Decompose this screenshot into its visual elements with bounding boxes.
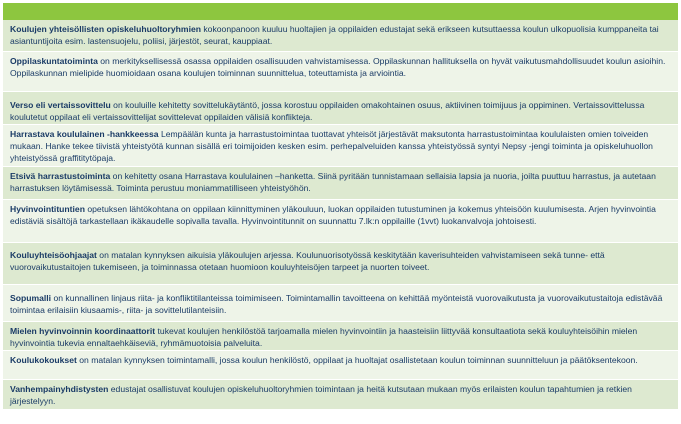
row-text: kokoonpanoon kuuluu huoltajien ja oppilaiden edustajat sekä erikseen kutsuttaessa koulun ulkopuolisia kumppaneita tai asiantuntijoita esim. lastensuojelu, poliisi, järjestöt, seurat, kauppiaat.	[10, 24, 659, 46]
row-term: Kouluyhteisöohjaajat	[10, 250, 97, 260]
table-row	[3, 52, 678, 92]
row-term: Verso eli vertaissovittelu	[10, 100, 111, 110]
row-text: edustajat osallistuvat koulujen opiskeluhuoltoryhmien toimintaan ja heitä kutsutaan mukaan myös erilaisten koulun tapahtumien ja retkien järjestelyyn.	[10, 384, 632, 406]
table-row	[3, 20, 678, 52]
row-text: tukevat koulujen henkilöstöä tarjoamalla mielen hyvinvointiin ja haasteisiin liittyvää konsultaatiota sekä kouluyhteisöihin mielen hyvinvointia tukevia ennaltaehkäiseviä, ryhmämuotoisia palveluita.	[10, 326, 638, 348]
row-text: Lempäälän kunta ja harrastustoimintaa tuottavat yhteisöt järjestävät maksutonta harrastustoimintaa koululaisten omien toiveiden mukaan. Hanke tekee tiivistä yhteistyötä kunnan sisällä eri toimijoiden kesken esim. perhepalveluiden kanssa yhteistyössä syntyi Nepsy -jengi toiminta ja opiskeluhuollon yhteistyössä graffititytöpaja.	[10, 129, 653, 163]
row-term: Koulujen yhteisöllisten opiskeluhuoltoryhmien	[10, 24, 201, 34]
row-text: on matalan kynnyksen aikuisia yläkoulujen arjessa. Koulunuorisotyössä keskitytään kaverisuhteiden vahvistamiseen sekä tunne- että vuorovaikutustaitojen tukemiseen, ja toiminnassa otetaan huomioon kouluyhteisöjen tarpeet ja nuorten toiveet.	[10, 250, 605, 272]
table-row	[3, 167, 678, 200]
table-row	[3, 285, 678, 322]
row-term: Harrastava koululainen -hankkeessa	[10, 129, 159, 139]
table-header-bar	[3, 3, 678, 20]
row-text: opetuksen lähtökohtana on oppilaan kiinnittyminen yläkouluun, luokan oppilaiden tutustuminen ja kokemus yhteisöön kuulumisesta. Arjen hyvinvointia edistäviä sisältöjä tarkastellaan ikäkaudelle sopivalla tavalla. Hyvinvointitunnit on suunnattu 7.lk:n oppilaille (1vvt) luokanvalvoja johtoisesti.	[10, 204, 656, 226]
table-row	[3, 380, 678, 410]
row-text: on matalan kynnyksen toimintamalli, jossa koulun henkilöstö, oppilaat ja huoltajat osallistetaan koulun toiminnan suunnitteluun ja päätöksentekoon.	[76, 355, 638, 365]
row-text: on merkityksellisessä osassa oppilaiden osallisuuden vahvistamisessa. Oppilaskunnan hallituksella on hyvät vaikutusmahdollisuudet koulun asioihin. Oppilaskunnan mielipide huomioidaan osana koulujen toiminnan suunnittelua, toteuttamista ja arviointia.	[10, 56, 666, 78]
table-row	[3, 243, 678, 285]
table-row	[3, 351, 678, 380]
row-text: on kouluille kehitetty sovittelukäytäntö, jossa korostuu oppilaiden omakohtainen osuus, aktiivinen toimijuus ja oppiminen. Vertaissovittelussa koulutetut oppilaat eli vertaissovittelijat sovittelevat oppilaiden välisiä konflikteja.	[10, 100, 645, 122]
table-row	[3, 200, 678, 243]
table-row	[3, 92, 678, 125]
table-body	[3, 20, 678, 410]
row-term: Vanhempainyhdistysten	[10, 384, 109, 394]
row-term: Etsivä harrastustoiminta	[10, 171, 111, 181]
row-text: on kunnallinen linjaus riita- ja konfliktitilanteissa toimimiseen. Toimintamallin tavoitteena on kehittää myönteistä vuorovaikutusta ja vuorovaikutustaitoja edistävää toimintaa erilaisiin kiusaamis-, riita- ja sovittelutilanteisiin.	[10, 293, 663, 315]
table-row	[3, 125, 678, 167]
row-text: on kehitetty osana Harrastava koululainen –hanketta. Siinä pyritään tunnistamaan sellaisia lapsia ja nuoria, joilta puuttuu harrastus, ja autetaan harrastuksen löytämisessä. Toiminta perustuu moniammatilliseen yhteistyöhön.	[10, 171, 656, 193]
row-term: Oppilaskuntatoiminta	[10, 56, 98, 66]
table-row	[3, 322, 678, 351]
row-term: Mielen hyvinvoinnin koordinaattorit	[10, 326, 156, 336]
row-term: Hyvinvointituntien	[10, 204, 85, 214]
row-term: Sopumalli	[10, 293, 52, 303]
row-term: Koulukokoukset	[10, 355, 77, 365]
